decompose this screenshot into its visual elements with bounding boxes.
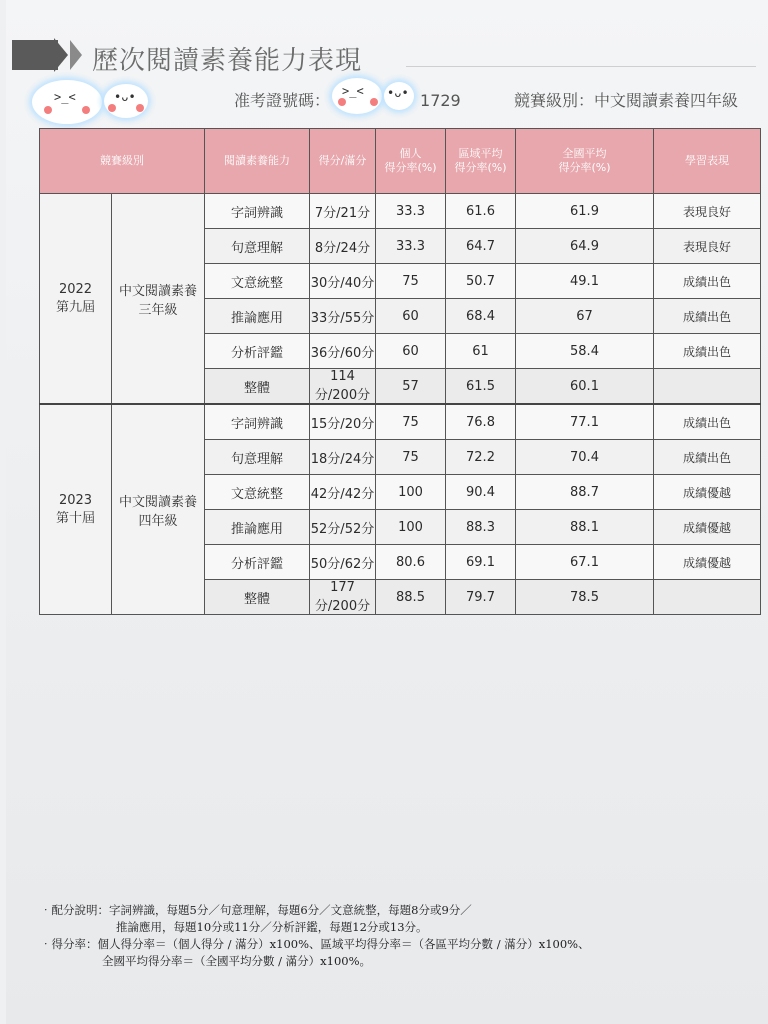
skill-cell: 字詞辨識 [205,404,310,440]
category-label: 中文閱讀素養 四年級 [118,494,197,529]
personal-rate-cell: 75 [376,404,446,440]
score-cell: 36分/60分 [310,334,376,369]
cloud-sticker-icon: •ᴗ• [384,82,414,110]
score-cell: 42分/42分 [310,475,376,510]
skill-cell: 整體 [205,369,310,405]
scoring-note-line: ‧配分說明：字詞辨識，每題5分／句意理解，每題6分／文意統整，每題8分或9分／ [40,903,472,917]
candidate-id-suffix: 1729 [420,91,461,110]
skill-cell: 文意統整 [205,264,310,299]
score-cell: 7分/21分 [310,194,376,229]
candidate-id-label: 准考證號碼： [234,91,331,110]
national-rate-cell: 88.1 [516,510,654,545]
performance-cell: 成績出色 [654,440,761,475]
table-header-row [40,129,761,194]
table-row [40,404,761,440]
session-label: 第九屆 [55,299,95,315]
document-page [6,0,768,1024]
year-session-cell [40,194,112,405]
national-rate-cell: 77.1 [516,404,654,440]
national-rate-cell: 70.4 [516,440,654,475]
header-national-rate [516,129,654,194]
year-label: 2023 [58,492,93,508]
skill-cell: 分析評鑑 [205,545,310,580]
header-national-rate-text: 全國平均 得分率(%) [558,147,611,174]
header-regional-rate [446,129,516,194]
regional-rate-cell: 61.6 [446,194,516,229]
national-rate-cell: 78.5 [516,580,654,615]
results-table-wrapper [39,128,761,615]
national-rate-cell: 67.1 [516,545,654,580]
table-body [40,194,761,615]
national-rate-cell: 61.9 [516,194,654,229]
chevron-right-icon [70,40,82,70]
skill-cell: 推論應用 [205,299,310,334]
skill-cell: 字詞辨識 [205,194,310,229]
score-cell: 177分/200分 [310,580,376,615]
notes-section [40,902,590,970]
national-rate-cell: 67 [516,299,654,334]
header-skill: 閱讀素養能力 [205,129,310,194]
regional-rate-cell: 79.7 [446,580,516,615]
personal-rate-cell: 75 [376,264,446,299]
performance-cell [654,369,761,405]
personal-rate-cell: 75 [376,440,446,475]
skill-cell: 整體 [205,580,310,615]
header-level: 競賽級別 [40,129,205,194]
regional-rate-cell: 61.5 [446,369,516,405]
page-title: 歷次閱讀素養能力表現 [92,46,363,76]
personal-rate-cell: 80.6 [376,545,446,580]
personal-rate-cell: 100 [376,510,446,545]
personal-rate-cell: 57 [376,369,446,405]
performance-cell: 成績優越 [654,510,761,545]
skill-cell: 分析評鑑 [205,334,310,369]
chevron-right-icon [54,38,68,72]
session-label: 第十屆 [55,510,95,526]
performance-cell: 成績出色 [654,404,761,440]
performance-cell: 成績優越 [654,545,761,580]
scoring-note-line: 推論應用，每題10分或11分／分析評鑑，每題12分或13分。 [116,920,428,934]
table-row [40,194,761,229]
performance-cell: 成績出色 [654,264,761,299]
rate-note-line: ‧得分率：個人得分率＝（個人得分 / 滿分）x100%、區域平均得分率＝（各區平均分數 / 滿分）x100%、 [40,937,590,951]
score-cell: 50分/62分 [310,545,376,580]
national-rate-cell: 88.7 [516,475,654,510]
score-cell: 114分/200分 [310,369,376,405]
performance-cell: 成績出色 [654,334,761,369]
performance-cell: 成績優越 [654,475,761,510]
cloud-sticker-icon: >_< [332,78,382,114]
personal-rate-cell: 60 [376,299,446,334]
year-session-cell [40,404,112,615]
results-table [39,128,761,615]
score-cell: 8分/24分 [310,229,376,264]
personal-rate-cell: 88.5 [376,580,446,615]
regional-rate-cell: 88.3 [446,510,516,545]
year-label: 2022 [58,281,93,297]
regional-rate-cell: 69.1 [446,545,516,580]
category-cell [112,404,205,615]
national-rate-cell: 60.1 [516,369,654,405]
performance-cell: 表現良好 [654,229,761,264]
performance-cell: 成績出色 [654,299,761,334]
regional-rate-cell: 50.7 [446,264,516,299]
score-cell: 15分/20分 [310,404,376,440]
title-divider [406,66,756,67]
regional-rate-cell: 64.7 [446,229,516,264]
header-performance: 學習表現 [654,129,761,194]
national-rate-cell: 64.9 [516,229,654,264]
category-cell [112,194,205,405]
national-rate-cell: 49.1 [516,264,654,299]
score-cell: 18分/24分 [310,440,376,475]
category-label: 中文閱讀素養 三年級 [118,283,197,318]
national-rate-cell: 58.4 [516,334,654,369]
regional-rate-cell: 61 [446,334,516,369]
regional-rate-cell: 76.8 [446,404,516,440]
score-cell: 33分/55分 [310,299,376,334]
title-band [12,34,412,78]
personal-rate-cell: 100 [376,475,446,510]
skill-cell: 推論應用 [205,510,310,545]
performance-cell [654,580,761,615]
rate-note-line: 全國平均得分率＝（全國平均分數 / 滿分）x100%。 [102,954,372,968]
cloud-sticker-icon: •ᴗ• [104,84,148,118]
title-bar-decoration [12,40,58,70]
skill-cell: 文意統整 [205,475,310,510]
score-cell: 30分/40分 [310,264,376,299]
personal-rate-cell: 33.3 [376,229,446,264]
cloud-sticker-icon: >_< [32,80,102,124]
header-personal-rate-text: 個人 得分率(%) [384,147,437,174]
candidate-id [234,88,461,111]
competition-level: 競賽級別：中文閱讀素養四年級 [514,91,739,110]
performance-cell: 表現良好 [654,194,761,229]
score-cell: 52分/52分 [310,510,376,545]
personal-rate-cell: 33.3 [376,194,446,229]
header-regional-rate-text: 區域平均 得分率(%) [454,147,507,174]
skill-cell: 句意理解 [205,229,310,264]
regional-rate-cell: 72.2 [446,440,516,475]
header-score: 得分/滿分 [310,129,376,194]
personal-rate-cell: 60 [376,334,446,369]
regional-rate-cell: 68.4 [446,299,516,334]
regional-rate-cell: 90.4 [446,475,516,510]
skill-cell: 句意理解 [205,440,310,475]
header-personal-rate [376,129,446,194]
